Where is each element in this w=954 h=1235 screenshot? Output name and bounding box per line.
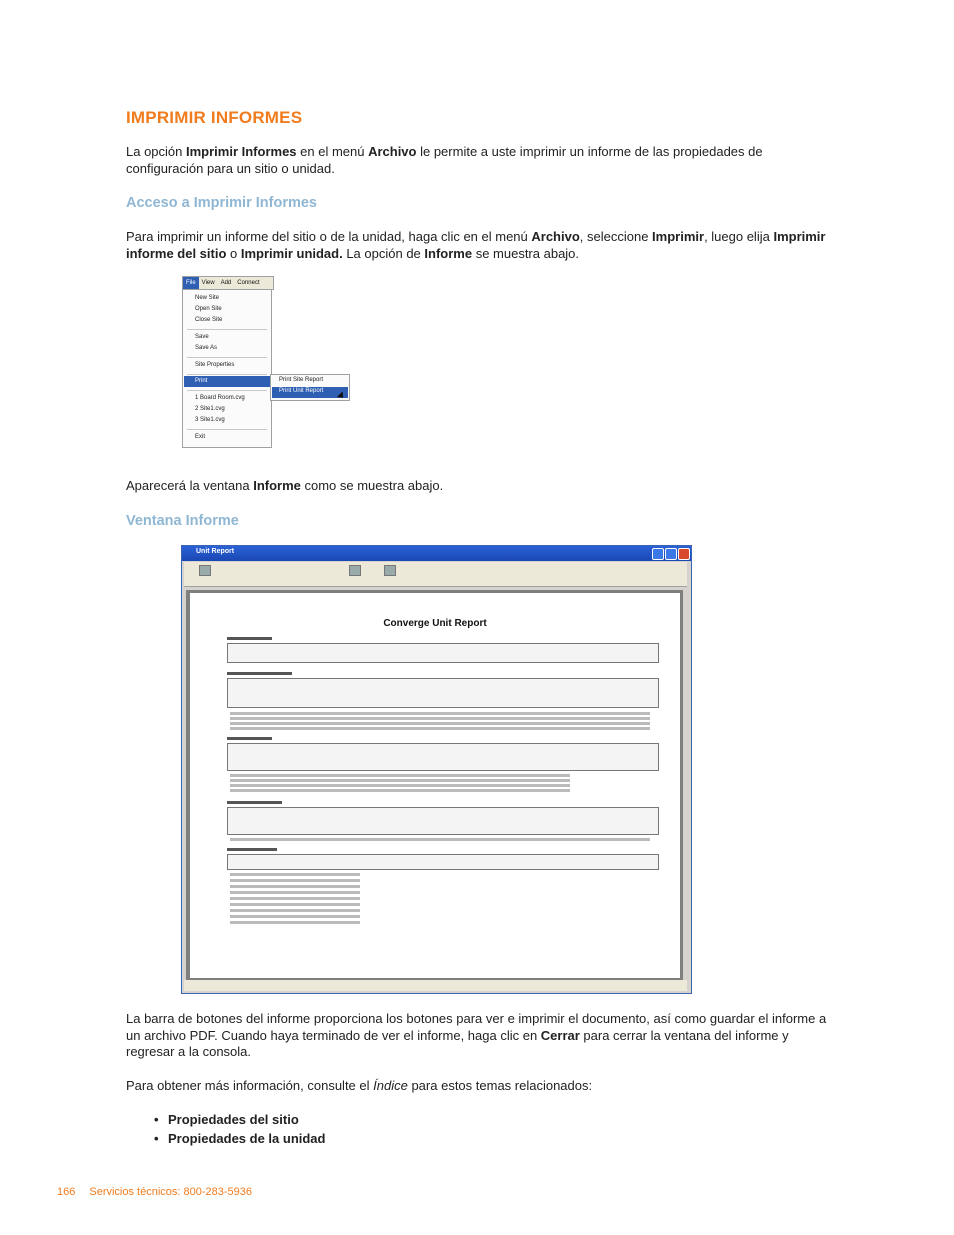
report-paper (190, 593, 680, 978)
intro-bold-archivo: Archivo (368, 144, 417, 159)
intro-text: La opción (126, 144, 186, 159)
placeholder-row (230, 722, 650, 725)
more-info-italic-indice: Índice (373, 1078, 408, 1093)
file-menu-panel (182, 289, 272, 448)
access-text: o (226, 245, 241, 261)
menubar-add: Add (220, 280, 232, 286)
access-paragraph (126, 229, 831, 262)
access-text: se muestra abajo. (472, 245, 580, 261)
placeholder-table (227, 807, 659, 835)
related-topics-list (152, 1110, 325, 1148)
toolbar-desc-text: para cerrar la ventana del informe y regresar a la consola. (126, 1027, 789, 1059)
maximize-icon (665, 548, 677, 560)
placeholder-row (230, 838, 650, 841)
placeholder-label (227, 737, 272, 740)
placeholder-row (230, 909, 360, 912)
appear-bold-informe: Informe (253, 478, 301, 493)
print-icon (199, 565, 211, 576)
placeholder-row (230, 774, 570, 777)
menu-item-print: Print (195, 378, 208, 384)
menubar-view: View (201, 280, 215, 286)
placeholder-table (227, 854, 659, 870)
support-phone: Servicios técnicos: 800-283-5936 (89, 1186, 253, 1198)
file-menu-screenshot (182, 276, 350, 448)
placeholder-row (230, 712, 650, 715)
menu-item: Save (195, 334, 209, 340)
menu-separator (187, 429, 267, 430)
menu-item: New Site (195, 295, 220, 301)
last-icon (384, 565, 396, 576)
menubar (182, 276, 274, 290)
placeholder-row (230, 717, 650, 720)
placeholder-label (227, 637, 272, 640)
menu-item: 2 Site1.cvg (195, 406, 225, 412)
report-heading: Converge Unit Report (383, 618, 487, 629)
menubar-file: File (183, 277, 199, 289)
access-heading: Acceso a Imprimir Informes (126, 195, 317, 211)
submenu-item: Print Site Report (279, 377, 324, 383)
minimize-icon (652, 548, 664, 560)
toolbar-description-paragraph (126, 1011, 831, 1061)
placeholder-label (227, 801, 282, 804)
menu-separator (187, 329, 267, 330)
placeholder-label (227, 672, 292, 675)
toolbar-desc-text: La barra de botones del informe proporciona los botones para ver e imprimir el documento, así como guardar el informe a un archivo PDF. Cuando haya terminado de ver el informe, haga clic en (126, 1011, 827, 1043)
placeholder-table (227, 743, 659, 771)
submenu-item: Print Unit Report (279, 388, 324, 394)
appear-text: Aparecerá la ventana (126, 478, 254, 493)
access-bold-archivo: Archivo (531, 229, 580, 244)
appear-paragraph (126, 478, 831, 495)
placeholder-row (230, 885, 360, 888)
placeholder-row (230, 873, 360, 876)
report-preview-area (186, 590, 683, 980)
close-icon (678, 548, 690, 560)
intro-text: en el menú (296, 144, 369, 159)
more-info-text: para estos temas relacionados: (407, 1078, 593, 1093)
toolbar-desc-bold-cerrar: Cerrar (540, 1027, 580, 1043)
placeholder-label (227, 848, 277, 851)
access-text: Para imprimir un informe del sitio o de la unidad, haga clic en el menú (126, 229, 532, 244)
report-toolbar (184, 562, 687, 587)
placeholder-row (230, 879, 360, 882)
placeholder-row (230, 921, 360, 924)
window-heading: Ventana Informe (126, 513, 239, 529)
unit-report-screenshot (181, 545, 692, 994)
section-title: IMPRIMIR INFORMES (126, 108, 303, 127)
menu-item: Exit (195, 434, 206, 440)
menu-separator (187, 357, 267, 358)
access-bold-unit-report: Imprimir unidad. (240, 245, 343, 261)
placeholder-row (230, 903, 360, 906)
page-number: 166 (57, 1186, 76, 1198)
placeholder-row (230, 727, 650, 730)
report-titlebar (182, 546, 691, 561)
placeholder-row (230, 789, 570, 792)
access-text: La opción de (342, 245, 425, 261)
menu-separator (187, 374, 267, 375)
access-bold-informe: Informe (424, 245, 473, 261)
menu-item: Site Properties (195, 362, 235, 368)
placeholder-row (230, 784, 570, 787)
menu-item: Save As (195, 345, 218, 351)
next-icon (349, 565, 361, 576)
access-text: , seleccione (579, 229, 653, 244)
menubar-connect: Connect (237, 280, 260, 286)
menu-separator (187, 390, 267, 391)
appear-text: como se muestra abajo. (300, 478, 444, 493)
menu-item: Open Site (195, 306, 222, 312)
related-topic-site-properties: • Propiedades del sitio (152, 1110, 325, 1129)
placeholder-table (227, 643, 659, 663)
intro-bold-imprimir-informes: Imprimir Informes (186, 144, 297, 159)
menu-item: 1 Board Room.cvg (195, 395, 245, 401)
report-window-title: Unit Report (196, 548, 235, 555)
menu-item: 3 Site1.cvg (195, 417, 225, 423)
intro-paragraph (126, 144, 831, 177)
menu-item: Close Site (195, 317, 223, 323)
page-footer (57, 1186, 266, 1198)
related-topic-unit-properties: • Propiedades de la unidad (152, 1129, 325, 1148)
access-bold-site-report: Imprimir informe del sitio (126, 229, 826, 261)
placeholder-row (230, 897, 360, 900)
more-info-paragraph (126, 1078, 831, 1095)
placeholder-row (230, 779, 570, 782)
access-text: , luego elija (704, 229, 774, 244)
placeholder-row (230, 915, 360, 918)
report-statusbar (184, 980, 687, 991)
access-bold-imprimir: Imprimir (652, 229, 705, 244)
placeholder-table (227, 678, 659, 708)
intro-text: le permite a uste imprimir un informe de las propiedades de configuración para un sitio o unidad. (126, 144, 763, 176)
placeholder-row (230, 891, 360, 894)
more-info-text: Para obtener más información, consulte el (126, 1078, 374, 1093)
